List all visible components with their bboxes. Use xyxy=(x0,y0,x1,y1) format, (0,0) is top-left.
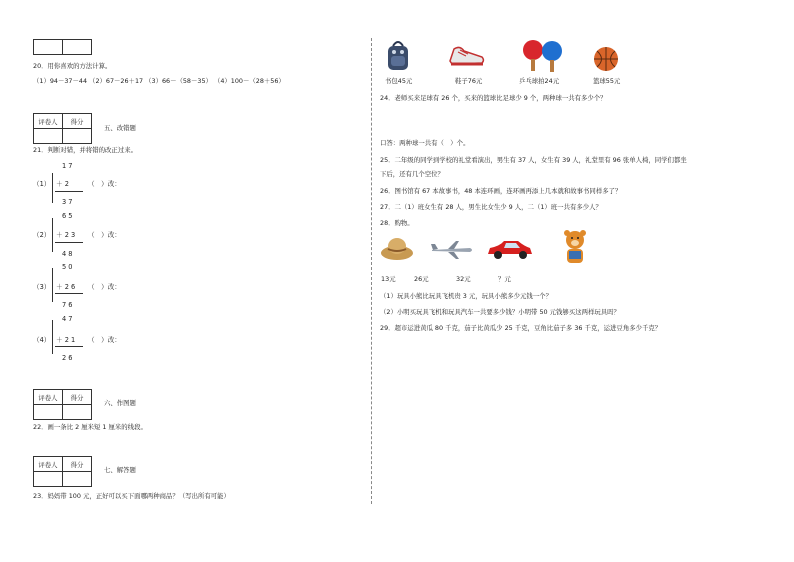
calc2-addend: ＋ 2 3 xyxy=(56,231,76,239)
q26-text: 26．图书馆有 67 本故事书，48 本连环画，连环画再添上几本就和故事书同样多了？ xyxy=(380,187,622,195)
calc3-line xyxy=(55,293,83,294)
calc4-top: 4 7 xyxy=(62,315,73,323)
score-blank xyxy=(63,405,92,420)
score-cell: 得分 xyxy=(63,457,92,472)
q22-text: 22．画一条比 2 厘米短 1 厘米的线段。 xyxy=(33,423,147,431)
price-bear: ？元 xyxy=(498,275,511,283)
calc3-label: （3） xyxy=(33,283,51,291)
vertical-calc-bracket xyxy=(52,173,53,203)
shoe-icon xyxy=(448,43,486,69)
calc1-line xyxy=(55,191,83,192)
q25-line1: 25．二年级的同学到学校的礼堂看演出，男生有 37 人，女生有 39 人，礼堂里有 96 张单人椅，同学们都坐 xyxy=(380,156,687,164)
product-label-basketball: 篮球55元 xyxy=(593,77,621,85)
score-table-top xyxy=(33,39,92,55)
product-label-paddle: 乒乓球拍24元 xyxy=(519,77,560,85)
score-cell: 得分 xyxy=(63,114,92,129)
q20-items: （1）94－37－44 （2）67－26＋17 （3）66－（58－35） （4）100－（28＋56） xyxy=(33,77,285,85)
section5-score-table xyxy=(33,113,92,144)
calc4-result: 2 6 xyxy=(62,354,73,362)
q27-text: 27．二（1）班女生有 28 人，男生比女生少 9 人，二（1）班一共有多少人？ xyxy=(380,203,602,211)
score-cell xyxy=(63,40,92,55)
price-airplane: 26元 xyxy=(414,275,429,283)
basketball-icon xyxy=(593,46,619,72)
calc2-line xyxy=(55,242,83,243)
calc3-blank: （ ）改： xyxy=(88,283,121,291)
grader-blank xyxy=(34,472,63,487)
q24-text: 24．老师买来足球有 26 个，买来的篮球比足球少 9 个，两种球一共有多少个？ xyxy=(380,94,607,102)
section6-score-table xyxy=(33,389,92,420)
calc1-top: 1 7 xyxy=(62,162,73,170)
calc2-label: （2） xyxy=(33,231,51,239)
q23-text: 23．妈妈带 100 元，正好可以买下面哪两种商品？（写出所有可能） xyxy=(33,492,230,500)
airplane-icon xyxy=(430,240,474,260)
score-cell xyxy=(34,40,63,55)
grader-blank xyxy=(34,129,63,144)
vertical-calc-bracket xyxy=(52,268,53,302)
calc1-label: （1） xyxy=(33,180,51,188)
column-divider xyxy=(371,38,372,504)
q28-title: 28．购物。 xyxy=(380,219,414,227)
score-blank xyxy=(63,472,92,487)
section7-title: 七、解答题 xyxy=(104,466,136,474)
q20-title: 20．用你喜欢的方法计算。 xyxy=(33,62,112,70)
calc2-top: 6 5 xyxy=(62,212,73,220)
grader-cell: 评卷人 xyxy=(34,390,63,405)
bear-toy-icon xyxy=(560,229,590,269)
q21-title: 21．判断对错，并将错的改正过来。 xyxy=(33,146,137,154)
calc4-label: （4） xyxy=(33,336,51,344)
grader-cell: 评卷人 xyxy=(34,457,63,472)
calc4-addend: ＋ 2 1 xyxy=(56,336,76,344)
calc3-result: 7 6 xyxy=(62,301,73,309)
q28-sub1: （1）玩具小熊比玩具飞机贵 3 元，玩具小熊多少元钱一个？ xyxy=(380,292,552,300)
grader-blank xyxy=(34,405,63,420)
price-car: 32元 xyxy=(456,275,471,283)
ping-pong-paddle-icon xyxy=(520,38,566,74)
grader-cell: 评卷人 xyxy=(34,114,63,129)
q29-text: 29．超市运进黄瓜 80 千克，茄子比黄瓜少 25 千克，豆角比茄子多 36 千克，运进豆角多少千克？ xyxy=(380,324,662,332)
q24-answer: 口答：两种球一共有（ ）个。 xyxy=(380,139,470,147)
calc1-blank: （ ）改： xyxy=(88,180,121,188)
section6-title: 六、作图题 xyxy=(104,399,136,407)
calc3-addend: ＋ 2 6 xyxy=(56,283,76,291)
calc3-top: 5 0 xyxy=(62,263,73,271)
calc2-result: 4 8 xyxy=(62,250,73,258)
straw-hat-icon xyxy=(380,234,414,262)
section5-title: 五、改错题 xyxy=(104,124,136,132)
score-blank xyxy=(63,129,92,144)
calc1-addend: ＋ 2 xyxy=(56,180,69,188)
product-label-backpack: 书包45元 xyxy=(385,77,413,85)
q25-line2: 下后，还有几个空位？ xyxy=(380,170,444,178)
vertical-calc-bracket xyxy=(52,320,53,354)
product-label-shoe: 鞋子76元 xyxy=(455,77,483,85)
section7-score-table xyxy=(33,456,92,487)
backpack-icon xyxy=(384,38,412,72)
car-icon xyxy=(486,238,534,262)
q28-sub2: （2）小明买玩具飞机和玩具汽车一共要多少钱？小明带 50 元钱够买这两样玩具吗？ xyxy=(380,308,620,316)
calc2-blank: （ ）改： xyxy=(88,231,121,239)
calc4-blank: （ ）改： xyxy=(88,336,121,344)
price-hat: 13元 xyxy=(381,275,396,283)
calc1-result: 3 7 xyxy=(62,198,73,206)
calc4-line xyxy=(55,346,83,347)
vertical-calc-bracket xyxy=(52,218,53,252)
score-cell: 得分 xyxy=(63,390,92,405)
